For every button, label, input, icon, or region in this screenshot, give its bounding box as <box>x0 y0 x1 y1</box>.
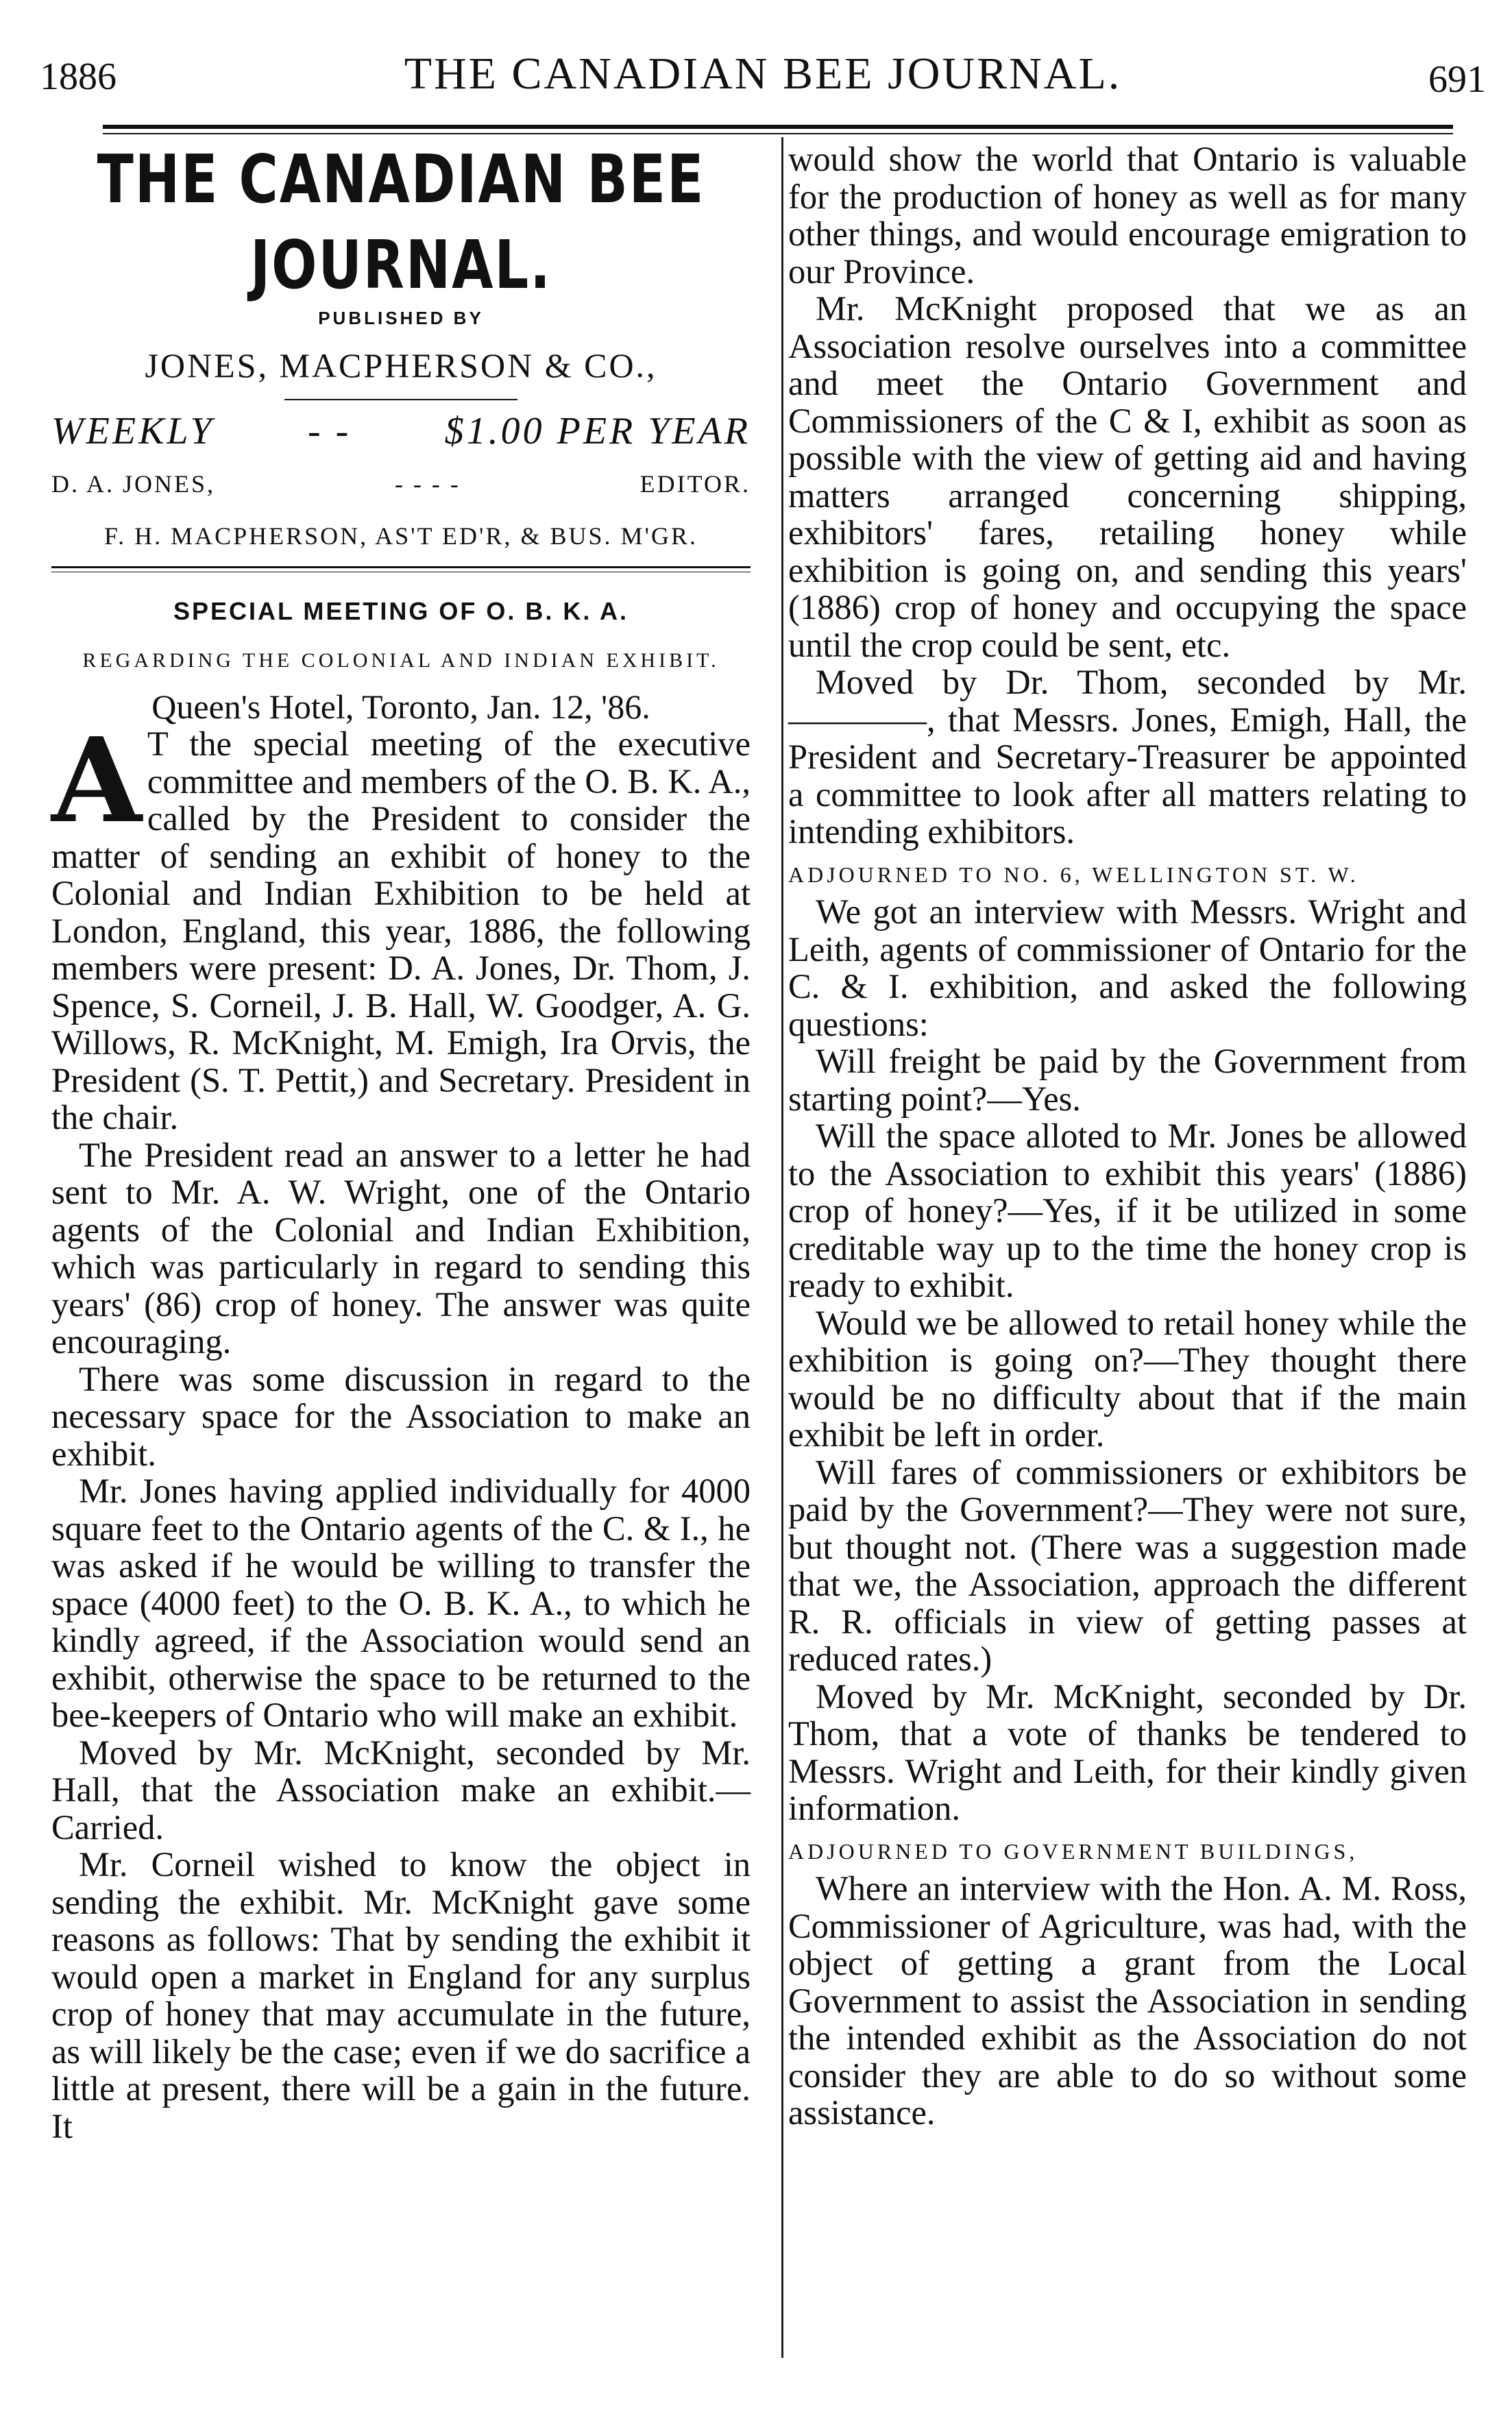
dateline: Queen's Hotel, Toronto, Jan. 12, '86. <box>151 687 650 726</box>
masthead-double-rule <box>51 566 751 572</box>
editor-dashes: - - - - <box>394 470 461 498</box>
article-paragraph: Moved by Dr. Thom, seconded by Mr.————, that Messrs. Jones, Emigh, Hall, the President and Secretary-Treasurer be appointed a committee to look after all matters relating to intending exhibitors. <box>788 663 1467 851</box>
journal-name: THE CANADIAN BEE JOURNAL. <box>97 141 705 304</box>
assistant-editor: F. H. MACPHERSON, AS'T ED'R, & BUS. M'GR. <box>103 522 698 550</box>
subhead-government: ADJOURNED TO GOVERNMENT BUILDINGS, <box>788 1838 1358 1864</box>
subhead-wellington: ADJOURNED TO NO. 6, WELLINGTON ST. W. <box>788 862 1359 887</box>
weekly-label: WEEKLY <box>51 410 215 452</box>
weekly-dashes: - - <box>307 410 352 452</box>
article-paragraph: Mr. Corneil wished to know the object in sending the exhibit. Mr. McKnight gave some reasons as follows: That by sending the exhibit it would open a market in England for any surplus crop of honey that may accumulate in the future, as will likely be the case; even if we do sacrifice a little at present, there will be a gain in the future. It <box>51 1845 751 2145</box>
article-subtitle: REGARDING THE COLONIAL AND INDIAN EXHIBIT. <box>82 649 720 672</box>
article-title: SPECIAL MEETING OF O. B. K. A. <box>173 596 629 625</box>
article-paragraph: The President read an answer to a letter he had sent to Mr. A. W. Wright, one of the Ontario agents of the Colonial and Indian Exhibition, which was particularly in regard to sending this years' (86) crop of honey. The answer was quite encouraging. <box>51 1135 751 1361</box>
column-divider <box>781 137 783 2358</box>
article-paragraph: would show the world that Ontario is valuable for the production of honey as well as for many other things, and would encourage emigration to our Province. <box>788 140 1467 291</box>
article-paragraph: We got an interview with Messrs. Wright and Leith, agents of commissioner of Ontario for the C. & I. exhibition, and asked the following questions: <box>788 892 1467 1043</box>
article-paragraph: There was some discussion in regard to the necessary space for the Association to make an exhibit. <box>51 1359 751 1473</box>
header-title: THE CANADIAN BEE JOURNAL. <box>404 49 1122 99</box>
article-paragraph: Would we be allowed to retail honey while the exhibition is going on?—They thought there would be no difficulty about that if the main exhibit be left in order. <box>788 1303 1467 1454</box>
article-paragraph: Will fares of commissioners or exhibitors be paid by the Government?—They were not sure, but thought not. (There was a suggestion made that we, the Association, approach the different R. R. officials in view of getting passes at reduced rates.) <box>788 1452 1467 1678</box>
header-year: 1886 <box>40 56 117 98</box>
price: $1.00 PER YEAR <box>444 410 751 452</box>
article-paragraph: Moved by Mr. McKnight, seconded by Mr. Hall, that the Association make an exhibit.—Carried. <box>51 1733 751 1847</box>
masthead <box>51 141 751 572</box>
article-paragraph: Will freight be paid by the Government from starting point?—Yes. <box>788 1042 1467 1118</box>
left-column <box>51 141 751 2145</box>
article-paragraph: Where an interview with the Hon. A. M. Ross, Commissioner of Agriculture, was had, with the object of getting a grant from the Local Government to assist the Association in sending the intended exhibit as the Association do not consider they are able to do so without some assistance. <box>788 1869 1467 2132</box>
article-paragraph: Mr. McKnight proposed that we as an Association resolve ourselves into a committee and meet the Ontario Government and Commissioners of the C & I, exhibit as soon as possible with the view of getting aid and having matters arranged concerning shipping, exhibitors' fares, retailing honey while exhibition is going on, and sending this years' (1886) crop of honey and occupying the space until the crop could be sent, etc. <box>788 289 1467 664</box>
right-column <box>788 141 1467 2132</box>
page-header <box>40 48 1486 110</box>
masthead-rule <box>284 399 517 400</box>
editor-name: D. A. JONES, <box>51 470 216 498</box>
article-paragraph: Mr. Jones having applied individually for 4000 square feet to the Ontario agents of the C. & I., he was asked if he would be willing to transfer the space (4000 feet) to the O. B. K. A., to which he kindly agreed, if the Association would send an exhibit, otherwise the space to be returned to the bee-keepers of Ontario who will make an exhibit. <box>51 1472 751 1734</box>
subscription-line <box>51 410 751 452</box>
editor-title: EDITOR. <box>639 470 751 498</box>
article-paragraph: Moved by Mr. McKnight, seconded by Dr. Thom, that a vote of thanks be tendered to Messrs. Wright and Leith, for their kindly given information. <box>788 1677 1467 1827</box>
publisher: JONES, MACPHERSON & CO., <box>145 345 657 385</box>
published-by: PUBLISHED BY <box>318 308 484 328</box>
page-number: 691 <box>1428 58 1486 101</box>
editor-line <box>51 465 751 503</box>
drop-cap: A <box>51 712 142 849</box>
article-paragraph: A T the special meeting of the executive committee and members of the O. B. K. A., called by the President to consider the matter of sending an exhibit of honey to the Colonial and Indian Exhibition to be held at London, England, this year, 1886, the following members were present: D. A. Jones, Dr. Thom, J. Spence, S. Corneil, J. B. Hall, W. Goodger, A. G. Willows, R. McKnight, M. Emigh, Ira Orvis, the President (S. T. Pettit,) and Secretary. President in the chair. <box>51 712 751 1136</box>
article-paragraph: Will the space alloted to Mr. Jones be allowed to the Association to exhibit this years' (1886) crop of honey?—Yes, if it be utilized in some creditable way up to the time the honey crop is ready to exhibit. <box>788 1117 1467 1304</box>
assistant-line <box>51 518 751 555</box>
header-rule <box>103 125 1453 134</box>
